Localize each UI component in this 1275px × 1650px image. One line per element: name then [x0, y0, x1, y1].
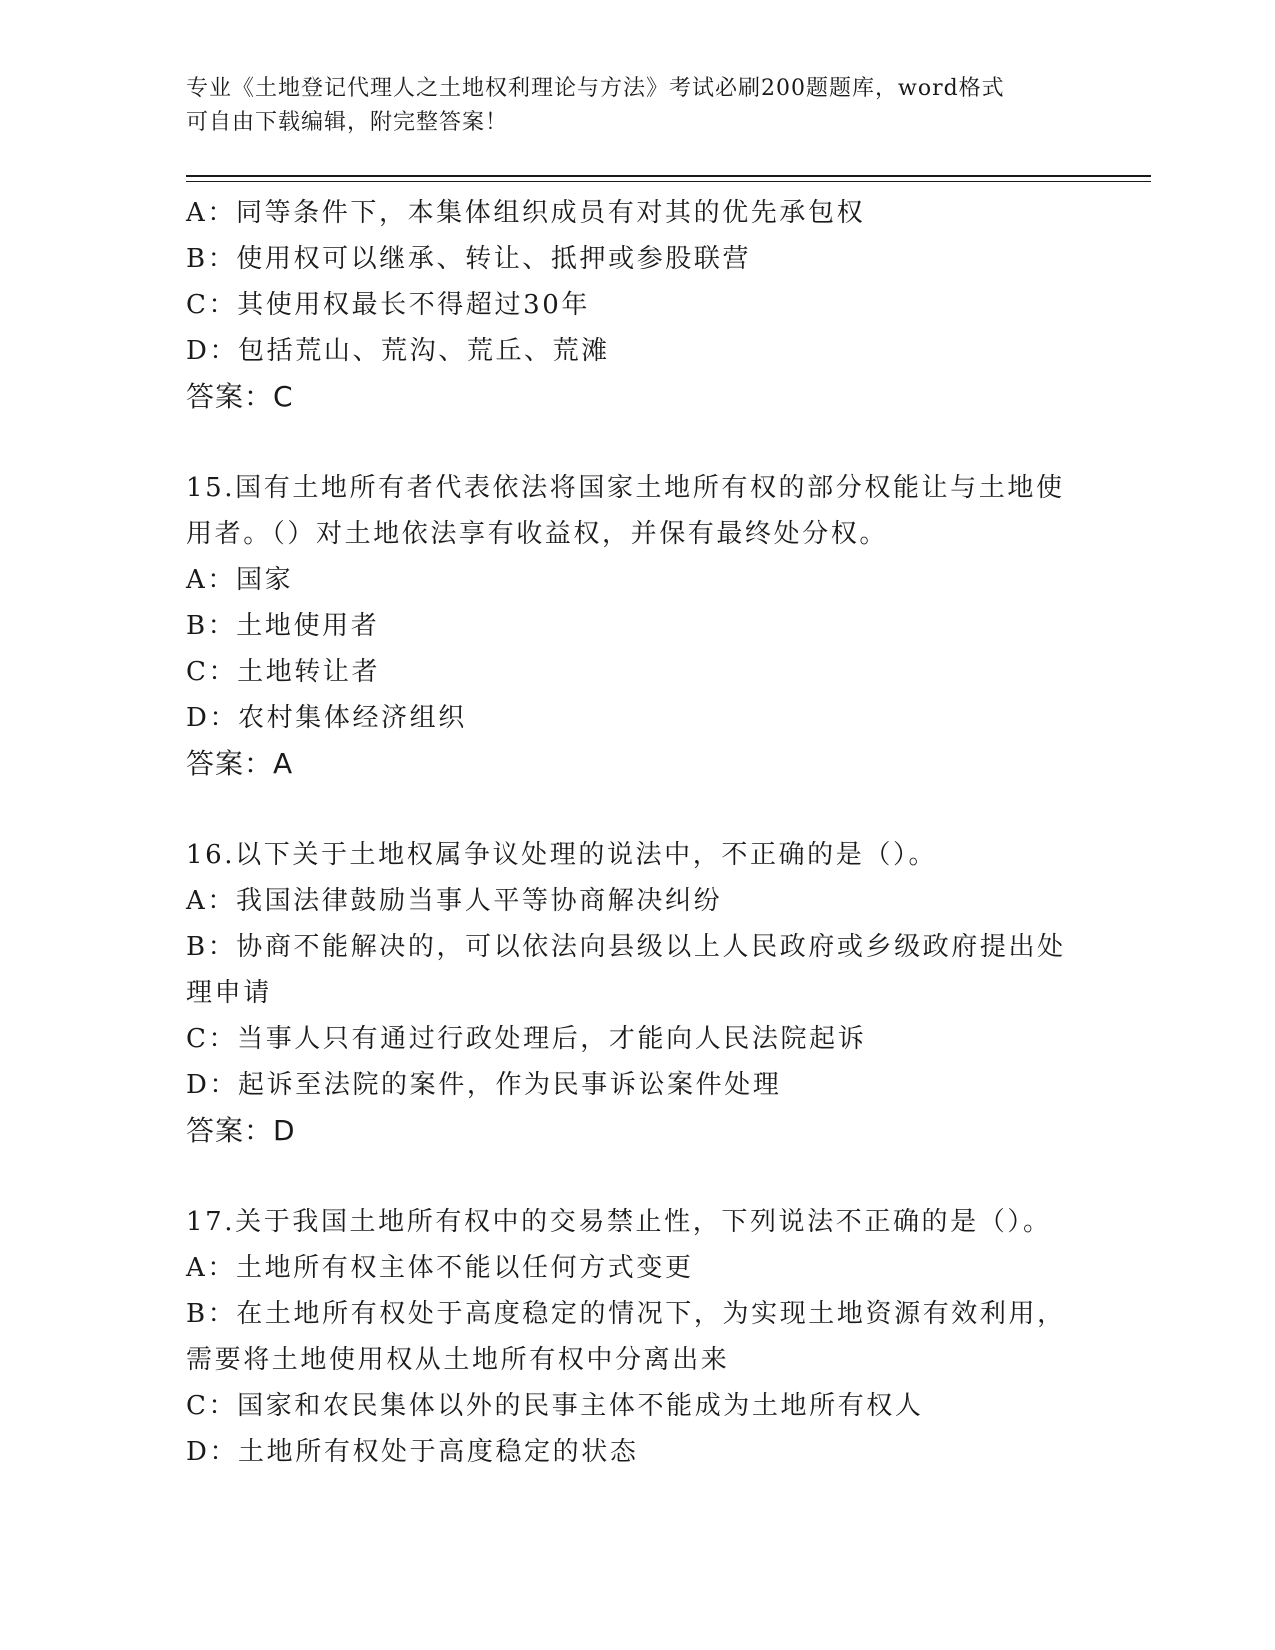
option-a: A：国家 [186, 565, 294, 595]
option-d: D：起诉至法院的案件，作为民事诉讼案件处理 [186, 1070, 782, 1100]
option-c: C：国家和农民集体以外的民事主体不能成为土地所有权人 [186, 1391, 924, 1421]
option-b-continued: 需要将土地使用权从土地所有权中分离出来 [186, 1345, 730, 1375]
option-b: B：使用权可以继承、转让、抵押或参股联营 [186, 244, 752, 274]
header-line-2: 可自由下载编辑，附完整答案！ [186, 110, 509, 135]
option-c: C：当事人只有通过行政处理后，才能向人民法院起诉 [186, 1024, 867, 1054]
question-stem: 16.以下关于土地权属争议处理的说法中，不正确的是（）。 [186, 840, 938, 870]
option-d: D：农村集体经济组织 [186, 703, 467, 733]
question-15-block [186, 465, 1086, 787]
spacer [186, 420, 1086, 465]
answer-line: 答案：C [186, 380, 294, 413]
question-stem: 15.国有土地所有者代表依法将国家土地所有权的部分权能让与土地使 [186, 473, 1065, 503]
spacer [186, 1154, 1086, 1199]
answer-line: 答案：D [186, 1114, 296, 1147]
option-b: B：在土地所有权处于高度稳定的情况下，为实现土地资源有效利用， [186, 1299, 1066, 1329]
spacer [186, 787, 1086, 832]
question-17-block [186, 1199, 1086, 1475]
question-list [186, 190, 1086, 1475]
option-b-continued: 理申请 [186, 978, 272, 1008]
answer-line: 答案：A [186, 747, 294, 780]
option-b: B：协商不能解决的，可以依法向县级以上人民政府或乡级政府提出处 [186, 932, 1066, 962]
option-c: C：土地转让者 [186, 657, 381, 687]
option-d: D：土地所有权处于高度稳定的状态 [186, 1437, 639, 1467]
option-d: D：包括荒山、荒沟、荒丘、荒滩 [186, 336, 610, 366]
question-16-block [186, 832, 1086, 1154]
option-b: B：土地使用者 [186, 611, 380, 641]
option-c: C：其使用权最长不得超过30年 [186, 290, 590, 320]
question-14-block [186, 190, 1086, 420]
document-header [186, 72, 1086, 140]
header-line-1: 专业《土地登记代理人之土地权利理论与方法》考试必刷200题题库，word格式 [186, 76, 1005, 101]
question-stem: 17.关于我国土地所有权中的交易禁止性，下列说法不正确的是（）。 [186, 1207, 1052, 1237]
option-a: A：同等条件下，本集体组织成员有对其的优先承包权 [186, 198, 866, 228]
header-rule-thin [186, 181, 1151, 182]
question-stem-continued: 用者。（）对土地依法享有收益权，并保有最终处分权。 [186, 519, 889, 549]
option-a: A：土地所有权主体不能以任何方式变更 [186, 1253, 694, 1283]
header-rule-thick [186, 175, 1151, 177]
option-a: A：我国法律鼓励当事人平等协商解决纠纷 [186, 886, 723, 916]
